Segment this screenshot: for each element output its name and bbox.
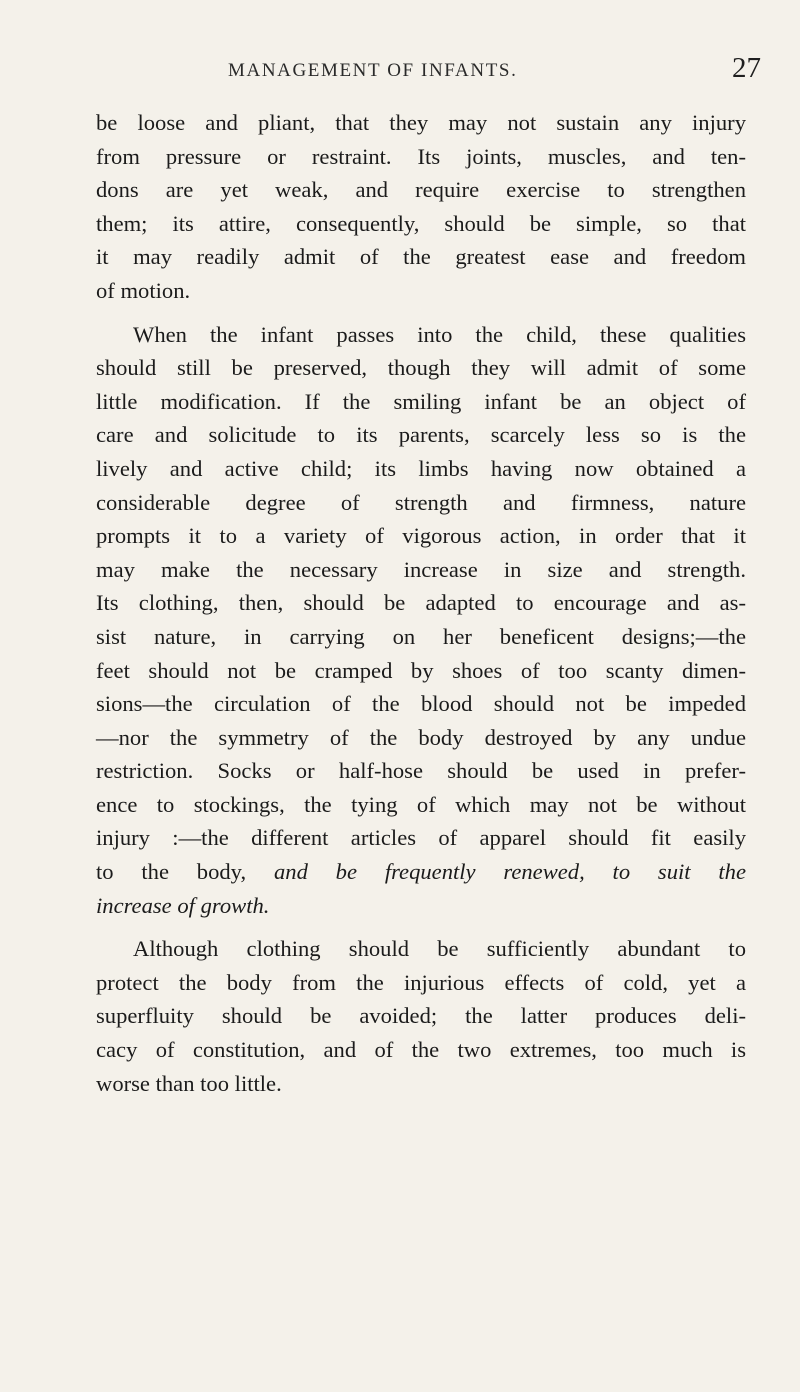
text-line: worse than too little.	[96, 1070, 282, 1096]
running-header	[0, 52, 800, 92]
text-line: care and solicitude to its parents, scarcely less so is the	[96, 422, 746, 448]
page-number: 27	[732, 52, 761, 84]
text-italic: and be frequently renewed, to suit the	[273, 859, 746, 885]
paragraph-3	[96, 932, 746, 1100]
text-line: prompts it to a variety of vigorous action, in order that it	[96, 523, 746, 549]
text-line: Its clothing, then, should be adapted to encourage and as-	[96, 590, 746, 616]
text-line: restriction. Socks or half-hose should be used in prefer-	[96, 758, 746, 784]
text-line: feet should not be cramped by shoes of too scanty dimen-	[96, 657, 746, 683]
text-line: sist nature, in carrying on her beneficent designs;—the	[96, 623, 746, 649]
text-line: may make the necessary increase in size and strength.	[96, 556, 746, 582]
text-roman: to the body,	[96, 859, 274, 885]
text-line: —nor the symmetry of the body destroyed by any undue	[96, 724, 746, 750]
text-line: be loose and pliant, that they may not sustain any injury	[96, 110, 746, 135]
text-line-italic: increase of growth.	[96, 892, 270, 918]
text-line: dons are yet weak, and require exercise to strengthen	[96, 177, 746, 203]
paragraph-1	[96, 106, 746, 308]
text-line: it may readily admit of the greatest ease and freedom	[96, 244, 746, 270]
paragraph-2	[96, 318, 746, 923]
text-line: from pressure or restraint. Its joints, muscles, and ten-	[96, 143, 746, 169]
text-line: them; its attire, consequently, should be simple, so that	[96, 210, 746, 236]
text-line: should still be preserved, though they will admit of some	[96, 355, 746, 381]
text-line: ence to stockings, the tying of which may not be without	[96, 791, 746, 817]
running-title: MANAGEMENT OF INFANTS.	[228, 60, 518, 81]
text-line: superfluity should be avoided; the latter produces deli-	[96, 1003, 746, 1029]
text-line: Although clothing should be sufficiently abundant to	[133, 936, 746, 962]
text-line-mixed	[96, 855, 746, 889]
text-line: considerable degree of strength and firmness, nature	[96, 489, 746, 515]
text-line: little modification. If the smiling infant be an object of	[96, 388, 746, 414]
text-line: of motion.	[96, 277, 191, 303]
text-line: When the infant passes into the child, these qualities	[133, 321, 746, 347]
text-line: cacy of constitution, and of the two extremes, too much is	[96, 1037, 746, 1063]
text-line: lively and active child; its limbs having now obtained a	[96, 455, 746, 481]
text-line: injury :—the different articles of apparel should fit easily	[96, 825, 746, 851]
paragraph-gap	[96, 308, 746, 318]
text-line: sions—the circulation of the blood should not be impeded	[96, 691, 746, 717]
paragraph-gap	[96, 922, 746, 932]
body-text	[96, 106, 746, 1100]
text-line: protect the body from the injurious effects of cold, yet a	[96, 969, 746, 995]
